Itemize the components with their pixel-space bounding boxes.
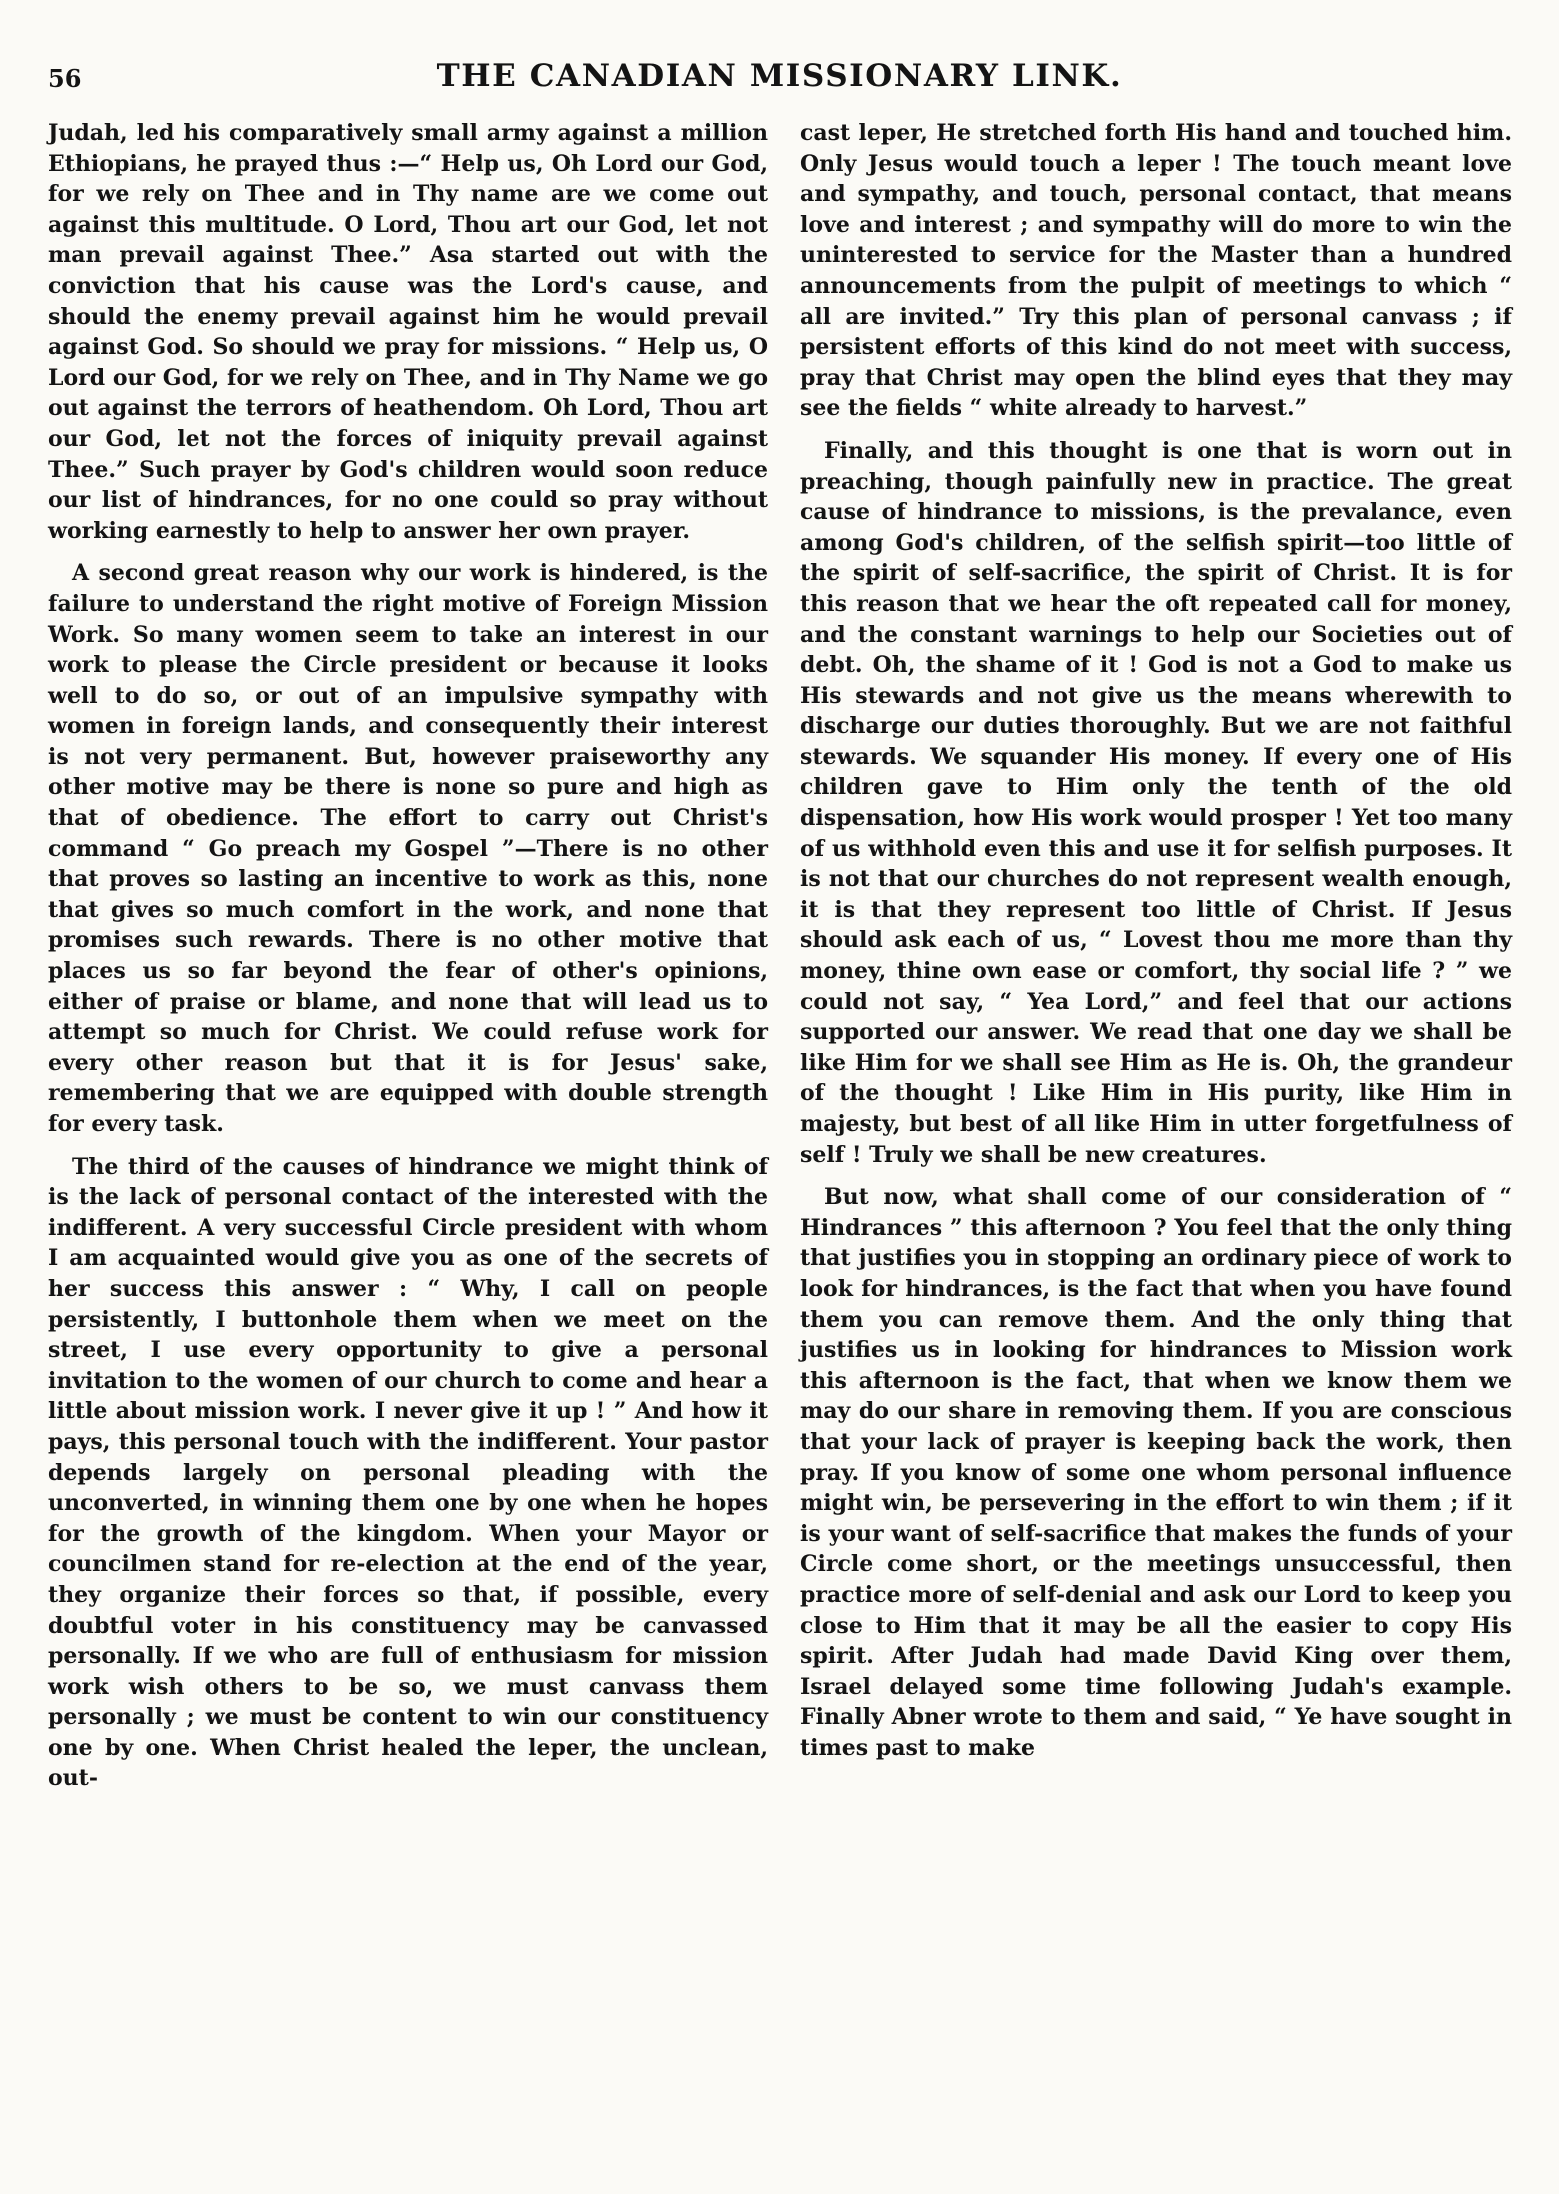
page-number: 56 — [48, 64, 82, 93]
paragraph: But now, what shall come of our consideration of “ Hindrances ” this afternoon ? You feel that the only thing that justifies you in stopping an ordinary piece of work to look for hindrances, is the fact that when you have found them you can remove them. And the only thing that justifies us in looking for hindrances to Mission work this afternoon is the fact, that when we know them we may do our share in removing them. If you are conscious that your lack of prayer is keeping back the work, then pray. If you know of some one whom personal influence might win, be persevering in the effort to win them ; if it is your want of self-sacrifice that makes the funds of your Circle come short, or the meetings unsuccessful, then practice more of self-denial and ask our Lord to keep you close to Him that it may be all the easier to copy His spirit. After Judah had made David King over them, Israel delayed some time following Judah's example. Finally Abner wrote to them and said, “ Ye have sought in times past to make — [800, 1184, 1512, 1761]
paragraph: The third of the causes of hindrance we might think of is the lack of personal contact of the interested with the indifferent. A very successful Circle president with whom I am acquainted would give you as one of the secrets of her success this answer : “ Why, I call on people persistently, I buttonhole them when we meet on the street, I use every opportunity to give a personal invitation to the women of our church to come and hear a little about mission work. I never give it up ! ” And how it pays, this personal touch with the indifferent. Your pastor depends largely on personal pleading with the unconverted, in winning them one by one when he hopes for the growth of the kingdom. When your Mayor or councilmen stand for re-election at the end of the year, they organize their forces so that, if possible, every doubtful voter in his constituency may be canvassed personally. If we who are full of enthusiasm for mission work wish others to be so, we must canvass them personally ; we must be content to win our constituency one by one. When Christ healed the leper, the unclean, out- — [48, 1153, 768, 1792]
right-column — [800, 118, 1512, 1775]
paragraph: cast leper, He stretched forth His hand and touched him. Only Jesus would touch a leper ! The touch meant love and sympathy, and touch, personal contact, that means love and interest ; and sympathy will do more to win the uninterested to service for the Master than a hundred announcements from the pulpit of meetings to which “ all are invited.” Try this plan of personal canvass ; if persistent efforts of this kind do not meet with success, pray that Christ may open the blind eyes that they may see the fields “ white already to harvest.” — [800, 120, 1512, 422]
paragraph: A second great reason why our work is hindered, is the failure to understand the right motive of Foreign Mission Work. So many women seem to take an interest in our work to please the Circle president or because it looks well to do so, or out of an impulsive sympathy with women in foreign lands, and consequently their interest is not very permanent. But, however praiseworthy any other motive may be there is none so pure and high as that of obedience. The effort to carry out Christ's command “ Go preach my Gospel ”—There is no other that proves so lasting an incentive to work as this, none that gives so much comfort in the work, and none that promises such rewards. There is no other motive that places us so far beyond the fear of other's opinions, either of praise or blame, and none that will lead us to attempt so much for Christ. We could refuse work for every other reason but that it is for Jesus' sake, remembering that we are equipped with double strength for every task. — [48, 560, 768, 1137]
left-column — [48, 118, 768, 1806]
paragraph: Finally, and this thought is one that is worn out in preaching, though painfully new in practice. The great cause of hindrance to missions, is the prevalance, even among God's children, of the selfish spirit—too little of the spirit of self-sacrifice, the spirit of Christ. It is for this reason that we hear the oft repeated call for money, and the constant warnings to help our Societies out of debt. Oh, the shame of it ! God is not a God to make us His stewards and not give us the means wherewith to discharge our duties thoroughly. But we are not faithful stewards. We squander His money. If every one of His children gave to Him only the tenth of the old dispensation, how His work would prosper ! Yet too many of us withhold even this and use it for selfish purposes. It is not that our churches do not represent wealth enough, it is that they represent too little of Christ. If Jesus should ask each of us, “ Lovest thou me more than thy money, thine own ease or comfort, thy social life ? ” we could not say, “ Yea Lord,” and feel that our actions supported our answer. We read that one day we shall be like Him for we shall see Him as He is. Oh, the grandeur of the thought ! Like Him in His purity, like Him in majesty, but best of all like Him in utter forgetfulness of self ! Truly we shall be new creatures. — [800, 437, 1512, 1168]
paragraph: Judah, led his comparatively small army against a million Ethiopians, he prayed thus :—“ Help us, Oh Lord our God, for we rely on Thee and in Thy name are we come out against this multitude. O Lord, Thou art our God, let not man prevail against Thee.” Asa started out with the conviction that his cause was the Lord's cause, and should the enemy prevail against him he would prevail against God. So should we pray for missions. “ Help us, O Lord our God, for we rely on Thee, and in Thy Name we go out against the terrors of heathendom. Oh Lord, Thou art our God, let not the forces of iniquity prevail against Thee.” Such prayer by God's children would soon reduce our list of hindrances, for no one could so pray without working earnestly to help to answer her own prayer. — [48, 120, 768, 544]
page-title: THE CANADIAN MISSIONARY LINK. — [436, 58, 1123, 94]
